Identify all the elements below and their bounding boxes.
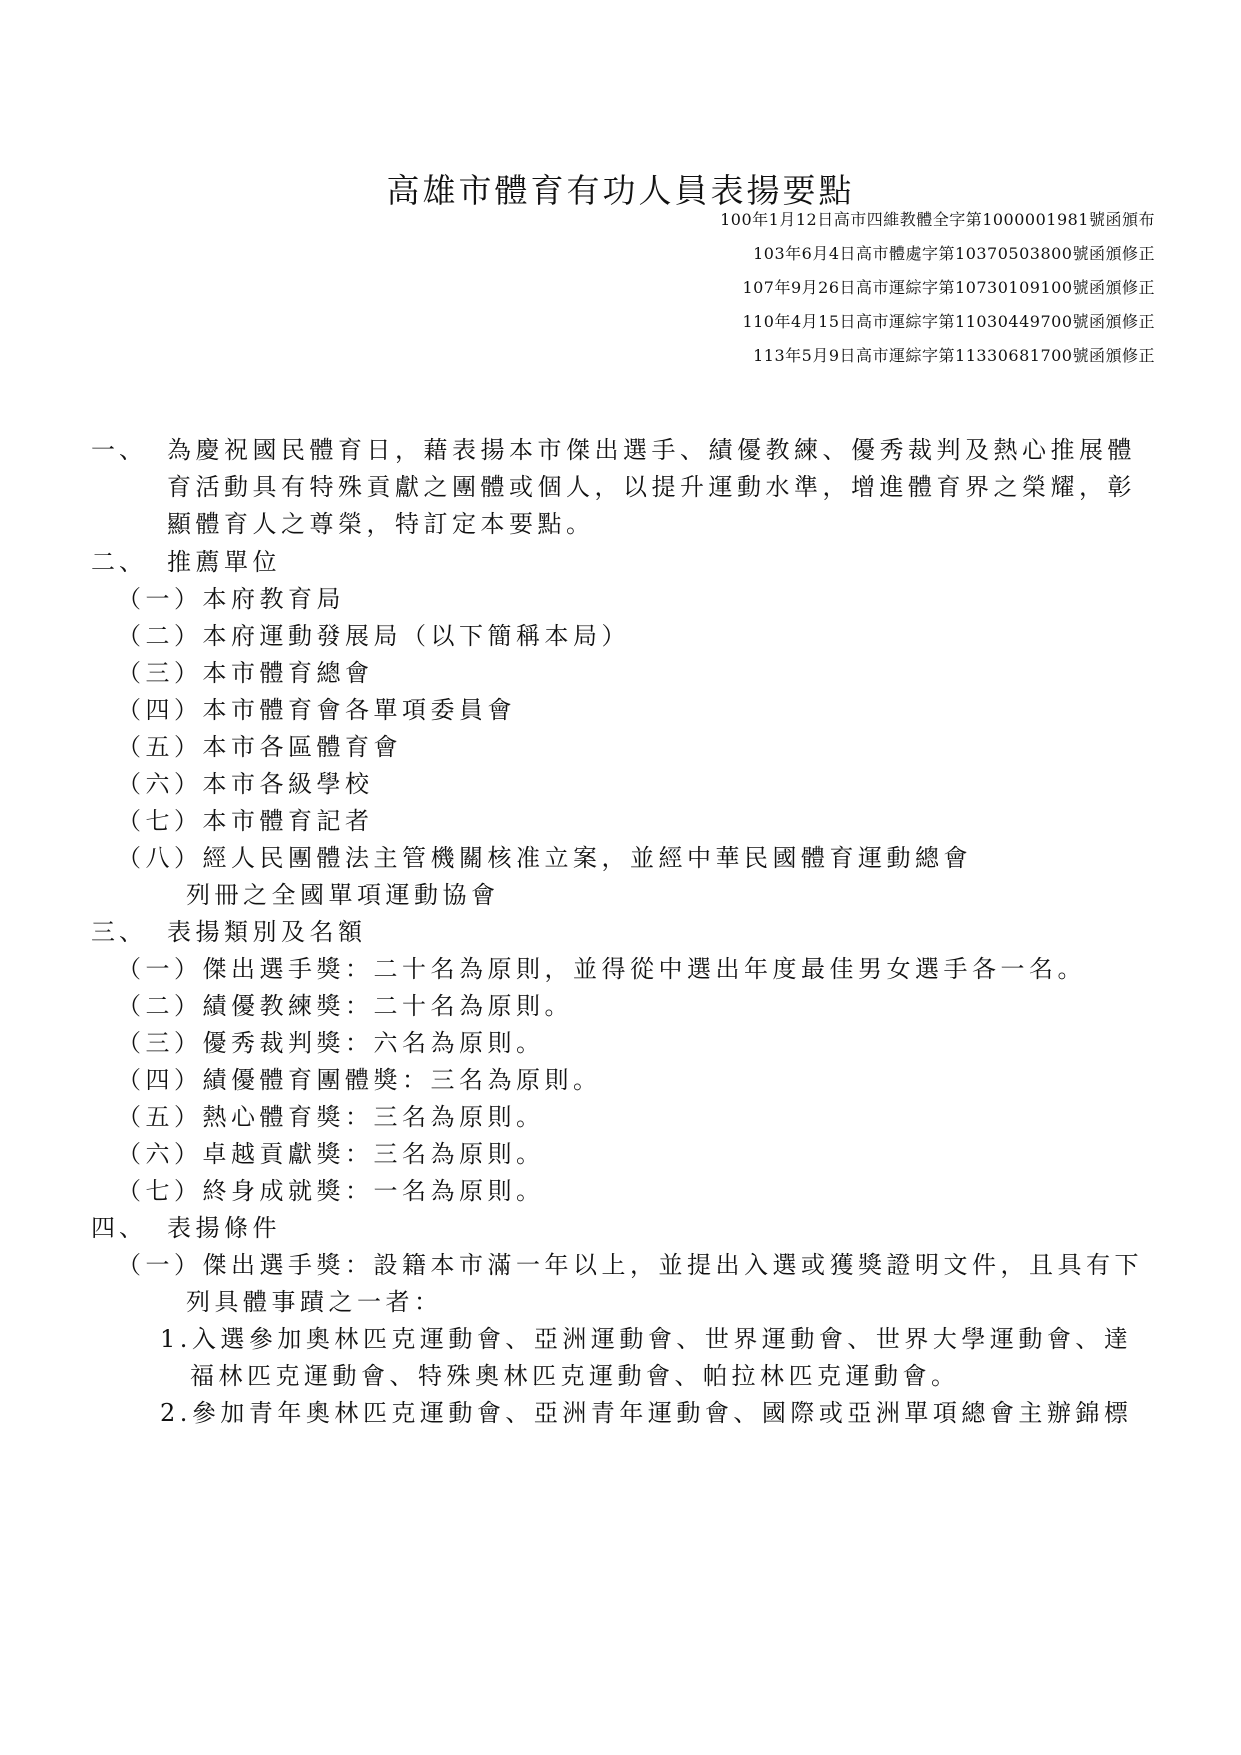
history-line: 113年5月9日高市運綜字第11330681700號函頒修正	[753, 346, 1155, 365]
section-4-subitem: 1.入選參加奧林匹克運動會、亞洲運動會、世界運動會、世界大學運動會、達	[160, 1325, 1133, 1353]
section-2-item: （一）本府教育局	[117, 585, 345, 613]
section-4-subitem: 2.參加青年奧林匹克運動會、亞洲青年運動會、國際或亞洲單項總會主辦錦標	[160, 1399, 1133, 1427]
section-4-item: （一）傑出選手獎：設籍本市滿一年以上，並提出入選或獲獎證明文件，且具有下	[117, 1251, 1143, 1279]
section-3-item: （三）優秀裁判獎：六名為原則。	[117, 1029, 545, 1057]
history-line: 103年6月4日高市體處字第10370503800號函頒修正	[753, 244, 1155, 263]
section-4-item-continuation: 列具體事蹟之一者：	[186, 1288, 443, 1316]
section-4-number: 四、	[91, 1214, 147, 1242]
section-2-item: （五）本市各區體育會	[117, 733, 402, 761]
section-2-title: 推薦單位	[167, 548, 281, 576]
section-3-number: 三、	[91, 918, 147, 946]
history-line: 100年1月12日高市四維教體全字第1000001981號函頒布	[720, 210, 1155, 229]
section-1-text: 顯體育人之尊榮，特訂定本要點。	[167, 510, 595, 538]
section-3-item: （一）傑出選手獎：二十名為原則，並得從中選出年度最佳男女選手各一名。	[117, 955, 1086, 983]
section-4-subitem-continuation: 福林匹克運動會、特殊奧林匹克運動會、帕拉林匹克運動會。	[190, 1362, 960, 1390]
section-3-item: （七）終身成就獎：一名為原則。	[117, 1177, 545, 1205]
history-line: 110年4月15日高市運綜字第11030449700號函頒修正	[742, 312, 1155, 331]
section-2-number: 二、	[91, 548, 147, 576]
section-2-item: （八）經人民團體法主管機關核准立案，並經中華民國體育運動總會	[117, 844, 972, 872]
section-1-text: 育活動具有特殊貢獻之團體或個人，以提升運動水準，增進體育界之榮耀，彰	[167, 473, 1136, 501]
section-4-title: 表揚條件	[167, 1214, 281, 1242]
section-3-item: （五）熱心體育獎：三名為原則。	[117, 1103, 545, 1131]
section-2-item-continuation: 列冊之全國單項運動協會	[186, 881, 500, 909]
section-2-item: （四）本市體育會各單項委員會	[117, 696, 516, 724]
history-line: 107年9月26日高市運綜字第10730109100號函頒修正	[742, 278, 1155, 297]
section-2-item: （二）本府運動發展局（以下簡稱本局）	[117, 622, 630, 650]
document-title: 高雄市體育有功人員表揚要點	[386, 171, 855, 210]
section-3-title: 表揚類別及名額	[167, 918, 367, 946]
section-1-text: 為慶祝國民體育日，藉表揚本市傑出選手、績優教練、優秀裁判及熱心推展體	[167, 436, 1136, 464]
section-3-item: （六）卓越貢獻獎：三名為原則。	[117, 1140, 545, 1168]
section-3-item: （四）績優體育團體獎：三名為原則。	[117, 1066, 602, 1094]
section-2-item: （七）本市體育記者	[117, 807, 374, 835]
section-2-item: （六）本市各級學校	[117, 770, 374, 798]
section-3-item: （二）績優教練獎：二十名為原則。	[117, 992, 573, 1020]
section-1-number: 一、	[91, 436, 147, 464]
section-2-item: （三）本市體育總會	[117, 659, 374, 687]
